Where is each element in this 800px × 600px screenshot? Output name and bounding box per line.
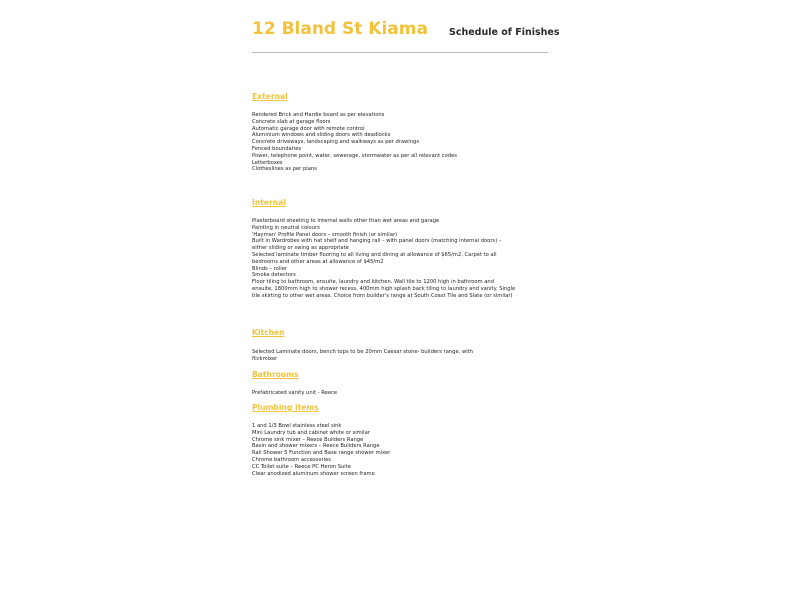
section-bathrooms bbox=[252, 364, 552, 397]
list-item: Selected laminate timber flooring to all living and dining at allowance of $65/m2, Carpet to all bbox=[252, 251, 497, 258]
kitchen-items bbox=[252, 349, 552, 363]
list-item: Rendered Brick and Hardie board as per elevations bbox=[252, 112, 385, 118]
list-item: Letterboxes bbox=[252, 159, 283, 166]
list-item: Chrome bathroom accessories bbox=[252, 456, 331, 463]
list-item: Concrete driveways, landscaping and walkways as per drawings bbox=[252, 139, 420, 146]
list-item: Plasterboard sheeting to internal walls other than wet areas and garage bbox=[252, 218, 440, 224]
external-items bbox=[252, 112, 552, 173]
list-item: Painting in neutral colours bbox=[252, 224, 320, 231]
header-divider bbox=[252, 52, 548, 53]
section-heading-plumbing-items: Plumbing items bbox=[252, 403, 319, 412]
section-heading-internal: Internal bbox=[252, 198, 286, 207]
section-heading-external: External bbox=[252, 92, 288, 101]
list-item: Fenced boundaries bbox=[252, 145, 302, 152]
list-item: Built in Wardrobes with hat shelf and hanging rail – with panel doors (matching internal doors) – bbox=[252, 238, 502, 245]
list-item: Blinds – roller bbox=[252, 265, 288, 272]
list-item: Rail Shower 5 Function and Base range shower mixer bbox=[252, 450, 391, 457]
section-heading-kitchen: Kitchen bbox=[252, 328, 285, 337]
document-title: 12 Bland St Kiama bbox=[252, 19, 428, 39]
list-item: flickmixer bbox=[252, 355, 278, 362]
list-item: Smoke detectors bbox=[252, 272, 296, 279]
list-item: Mini Laundry tub and cabinet white or similar bbox=[252, 429, 370, 436]
section-external bbox=[252, 86, 552, 173]
list-item: Basin and shower mixers – Reece Builders Range bbox=[252, 443, 380, 450]
section-heading-bathrooms: Bathrooms bbox=[252, 370, 299, 379]
list-item: Clotheslines as per plans bbox=[252, 166, 317, 173]
list-item: Clear anodized aluminum shower screen frame bbox=[252, 470, 375, 477]
list-item: Chrome sink mixer – Reece Builders Range bbox=[252, 436, 364, 443]
list-item: bedrooms and other areas at allowance of $45/m2 bbox=[252, 258, 384, 265]
list-item: Power, telephone point, water, sewerage, stormwater as per all relevant codes bbox=[252, 152, 457, 159]
list-item: Floor tiling to bathroom, ensuite, laundry and kitchen. Wall tile to 1200 high in bathroom and bbox=[252, 279, 495, 286]
list-item: Aluminium windows and sliding doors with deadlocks bbox=[252, 132, 391, 139]
list-item: Prefabricated vanity unit - Reece bbox=[252, 390, 338, 396]
list-item: either sliding or swing as appropriate bbox=[252, 245, 349, 252]
section-kitchen bbox=[252, 322, 552, 363]
bathrooms-items bbox=[252, 390, 552, 397]
list-item: ensuite, 1800mm high to shower recess, 400mm high splash back tiling to laundry and vanity. Single bbox=[252, 285, 516, 292]
list-item: Concrete slab at garage floors bbox=[252, 118, 331, 125]
document-subtitle: Schedule of Finishes bbox=[449, 27, 560, 38]
plumbing-items bbox=[252, 423, 552, 477]
list-item: Selected Laminate doors, bench tops to be 20mm Caesar stone- builders range, with bbox=[252, 349, 473, 355]
list-item: tile skirting to other wet areas. Choice from builder's range at South Coast Tile and Slate (or similar) bbox=[252, 292, 513, 299]
list-item: Automatic garage door with remote control bbox=[252, 125, 365, 132]
section-plumbing-items bbox=[252, 397, 552, 477]
internal-items bbox=[252, 218, 552, 300]
list-item: 'Hayman' Profile Panel doors – smooth finish (or similar) bbox=[252, 231, 398, 238]
section-internal bbox=[252, 192, 552, 300]
list-item: 1 and 1/3 Bowl stainless steel sink bbox=[252, 423, 342, 429]
list-item: CC Toilet suite – Reece PC Heron Suite bbox=[252, 463, 351, 470]
document-header bbox=[252, 18, 560, 54]
